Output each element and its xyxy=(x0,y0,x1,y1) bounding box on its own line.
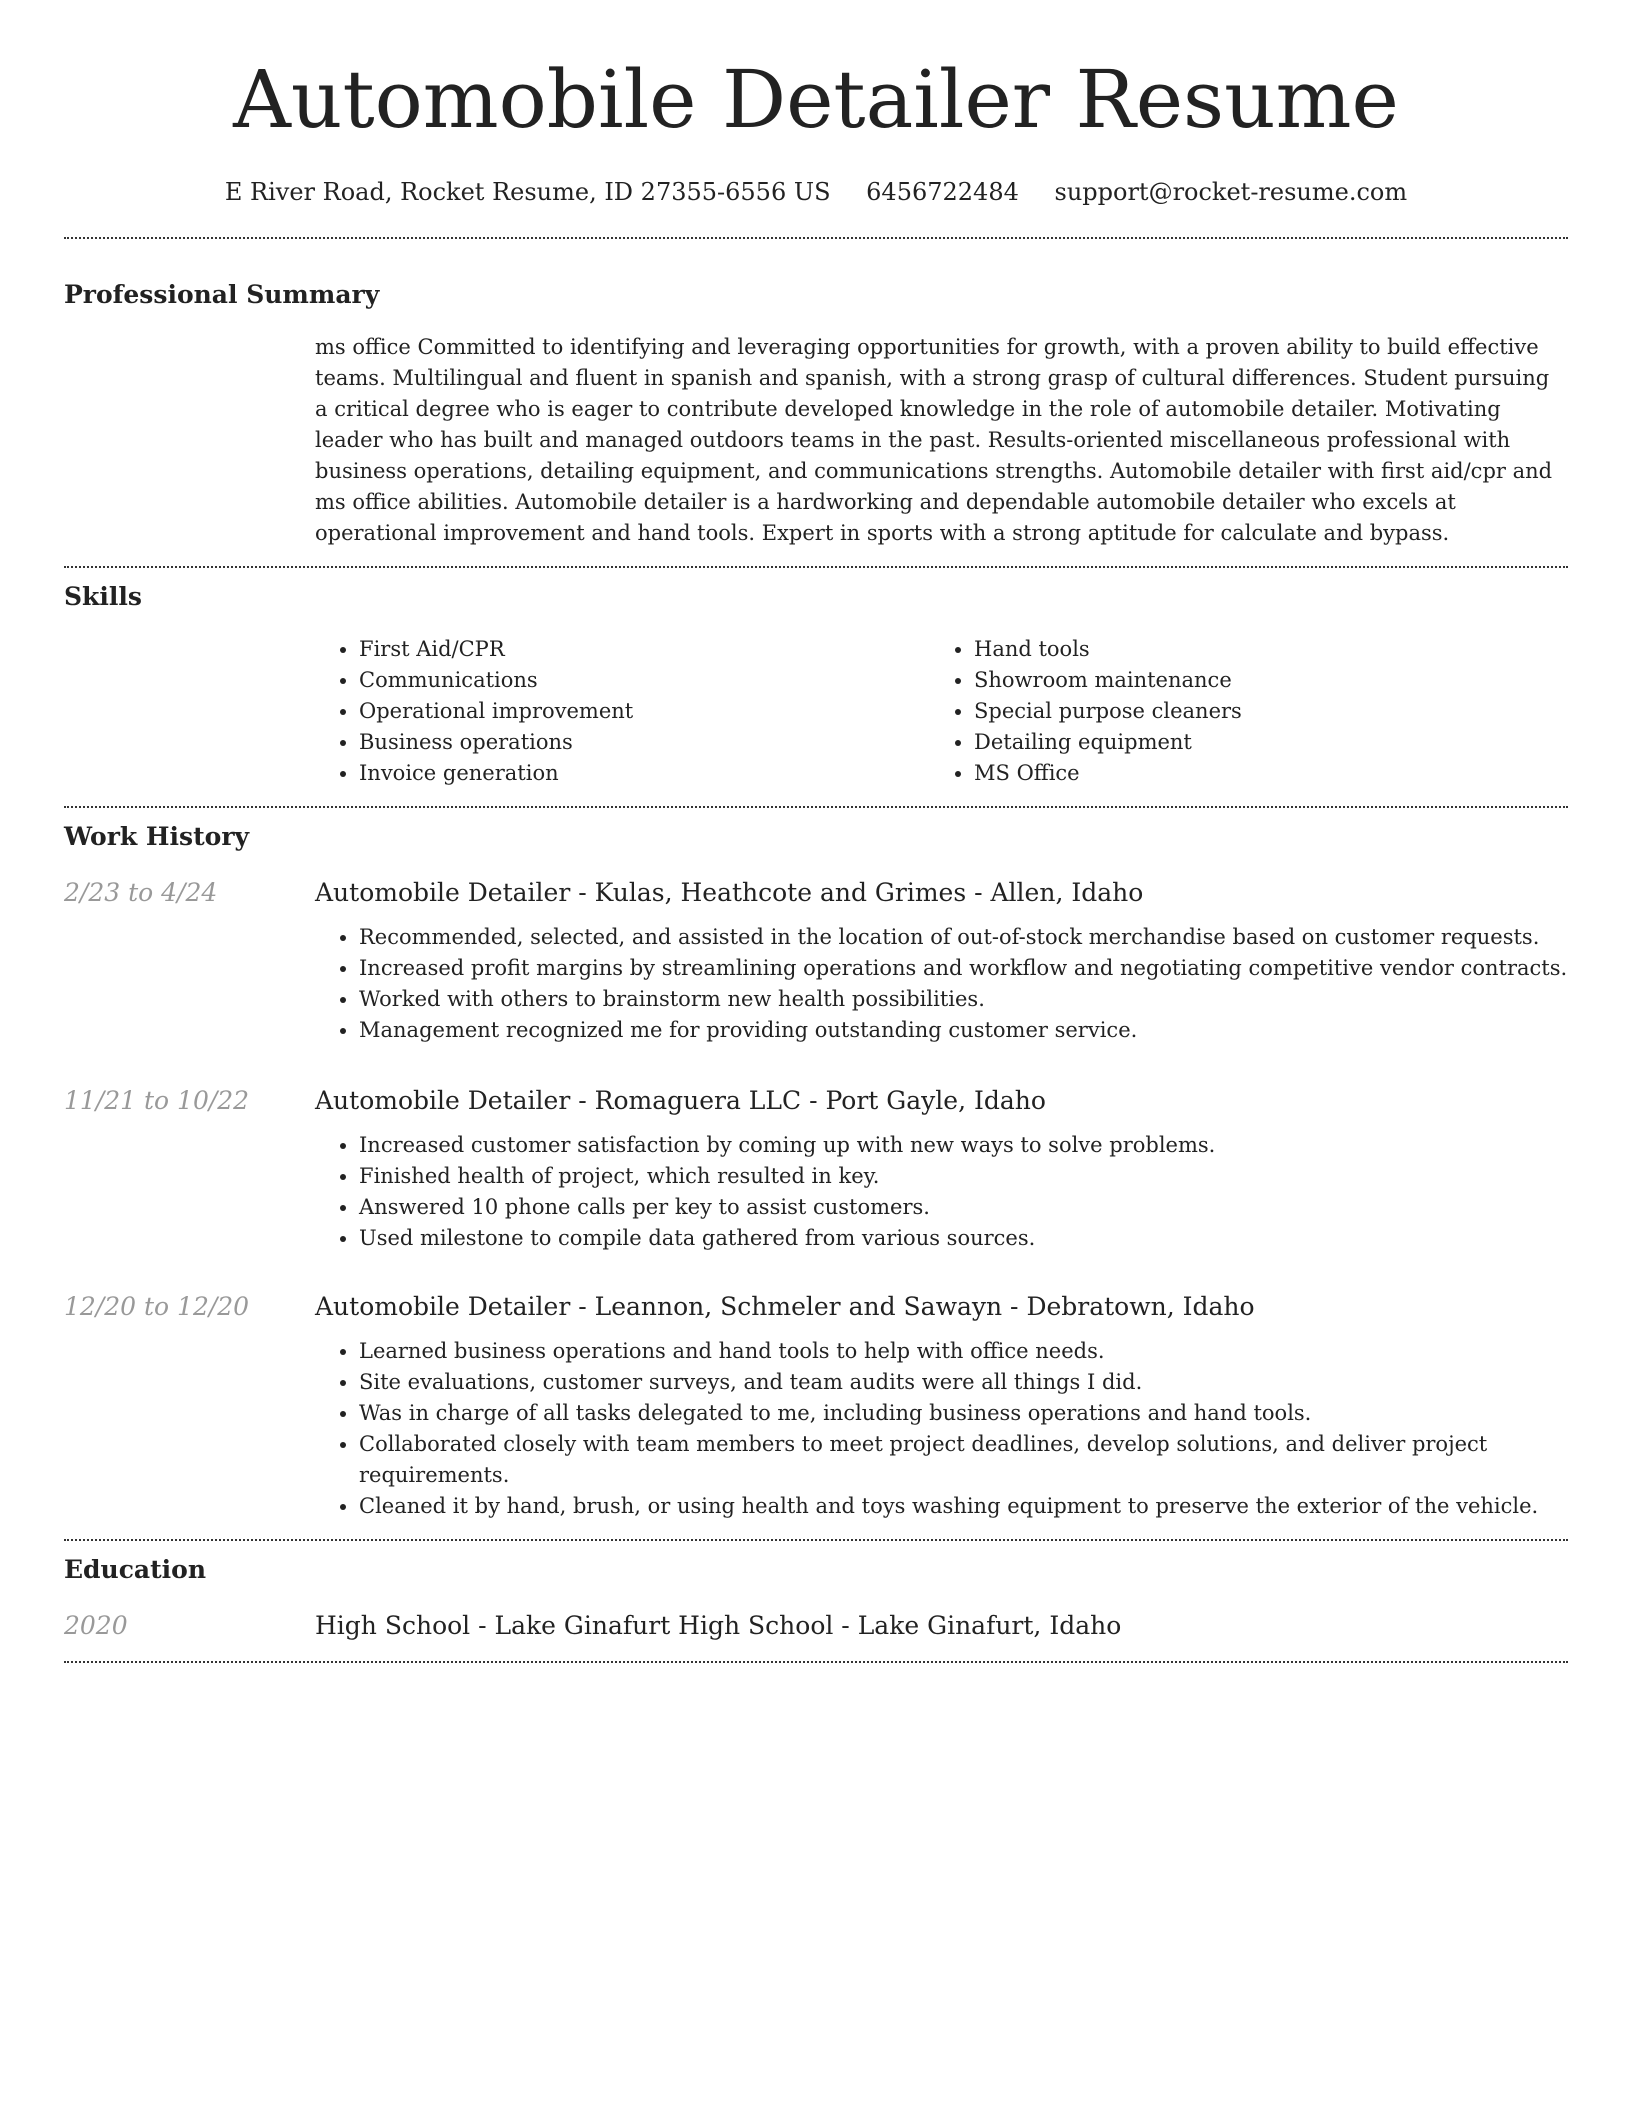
section-title-education: Education xyxy=(64,1555,207,1584)
divider xyxy=(64,1539,1568,1541)
section-title-skills: Skills xyxy=(64,582,142,611)
education-entry xyxy=(64,1609,1568,1643)
contact-line xyxy=(64,176,1568,208)
summary-text: ms office Committed to identifying and leveraging opportunities for growth, with a proven ability to build effective teams. Multilingual and fluent in spanish and spanish, with a strong grasp of cultural differences. Student pursuing a critical degree who is eager to contribute developed knowledge in the role of automobile detailer. Motivating leader who has built and managed outdoors teams in the past. Results-oriented miscellaneous professional with business operations, detailing equipment, and communications strengths. Automobile detailer with first aid/cpr and ms office abilities. Automobile detailer is a hardworking and dependable automobile detailer who excels at operational improvement and hand tools. Expert in sports with a strong aptitude for calculate and bypass. xyxy=(315,335,1553,545)
contact-phone: 6456722484 xyxy=(866,178,1019,206)
section-title-work: Work History xyxy=(64,822,250,851)
job-bullet: • Learned business operations and hand tools to help with office needs. xyxy=(359,1336,1568,1367)
job-bullet: • Increased customer satisfaction by coming up with new ways to solve problems. xyxy=(359,1130,1568,1161)
job-bullets xyxy=(315,1130,1568,1254)
job-bullet: • Increased profit margins by streamlining operations and workflow and negotiating competitive vendor contracts. xyxy=(359,953,1568,984)
divider xyxy=(64,1661,1568,1663)
job-bullet: • Worked with others to brainstorm new health possibilities. xyxy=(359,984,1568,1015)
job-bullet: • Site evaluations, customer surveys, and team audits were all things I did. xyxy=(359,1367,1568,1398)
job-title: Automobile Detailer - Kulas, Heathcote and Grimes - Allen, Idaho xyxy=(315,878,1144,907)
job-title: Automobile Detailer - Leannon, Schmeler and Sawayn - Debratown, Idaho xyxy=(315,1292,1255,1321)
education-title: High School - Lake Ginafurt High School - Lake Ginafurt, Idaho xyxy=(315,1611,1122,1640)
skill-item: • Communications xyxy=(359,665,930,696)
summary-section xyxy=(64,278,1568,549)
skills-column-left xyxy=(315,634,930,789)
divider xyxy=(64,806,1568,808)
section-title-summary: Professional Summary xyxy=(64,280,380,309)
skills-column-right xyxy=(930,634,1545,789)
job-dates: 12/20 to 12/20 xyxy=(64,1292,250,1321)
skill-item: • Operational improvement xyxy=(359,696,930,727)
job-entry xyxy=(64,1290,1568,1522)
skills-grid xyxy=(315,634,1568,789)
job-title: Automobile Detailer - Romaguera LLC - Port Gayle, Idaho xyxy=(315,1086,1046,1115)
job-entry xyxy=(64,1084,1568,1254)
job-bullet: • Answered 10 phone calls per key to assist customers. xyxy=(359,1192,1568,1223)
divider xyxy=(64,566,1568,568)
skills-section xyxy=(64,580,1568,789)
job-entry xyxy=(64,876,1568,1046)
education-section xyxy=(64,1553,1568,1643)
job-bullet: • Used milestone to compile data gathered from various sources. xyxy=(359,1223,1568,1254)
job-dates: 11/21 to 10/22 xyxy=(64,1086,250,1115)
resume-header xyxy=(64,0,1568,208)
job-bullet: • Recommended, selected, and assisted in the location of out-of-stock merchandise based on customer requests. xyxy=(359,922,1568,953)
resume-page xyxy=(64,0,1568,1663)
skill-item: • Detailing equipment xyxy=(974,727,1545,758)
job-bullets xyxy=(315,1336,1568,1522)
skill-item: • Showroom maintenance xyxy=(974,665,1545,696)
skill-item: • Invoice generation xyxy=(359,758,930,789)
job-bullet: • Collaborated closely with team members to meet project deadlines, develop solutions, and deliver project requirements. xyxy=(359,1429,1568,1491)
divider xyxy=(64,237,1568,239)
job-bullet: • Finished health of project, which resulted in key. xyxy=(359,1161,1568,1192)
job-bullet: • Was in charge of all tasks delegated to me, including business operations and hand tools. xyxy=(359,1398,1568,1429)
education-date: 2020 xyxy=(64,1611,128,1640)
contact-email: support@rocket-resume.com xyxy=(1054,178,1408,206)
summary-content xyxy=(315,332,1568,549)
skill-item: • Special purpose cleaners xyxy=(974,696,1545,727)
job-bullet: • Cleaned it by hand, brush, or using health and toys washing equipment to preserve the exterior of the vehicle. xyxy=(359,1491,1568,1522)
contact-address: E River Road, Rocket Resume, ID 27355-6556 US xyxy=(224,178,831,206)
job-bullet: • Management recognized me for providing outstanding customer service. xyxy=(359,1015,1568,1046)
skill-item: • MS Office xyxy=(974,758,1545,789)
work-history-section xyxy=(64,820,1568,1522)
job-dates: 2/23 to 4/24 xyxy=(64,878,218,907)
resume-title: Automobile Detailer Resume xyxy=(233,53,1399,146)
skill-item: • First Aid/CPR xyxy=(359,634,930,665)
skill-item: • Hand tools xyxy=(974,634,1545,665)
job-bullets xyxy=(315,922,1568,1046)
skill-item: • Business operations xyxy=(359,727,930,758)
